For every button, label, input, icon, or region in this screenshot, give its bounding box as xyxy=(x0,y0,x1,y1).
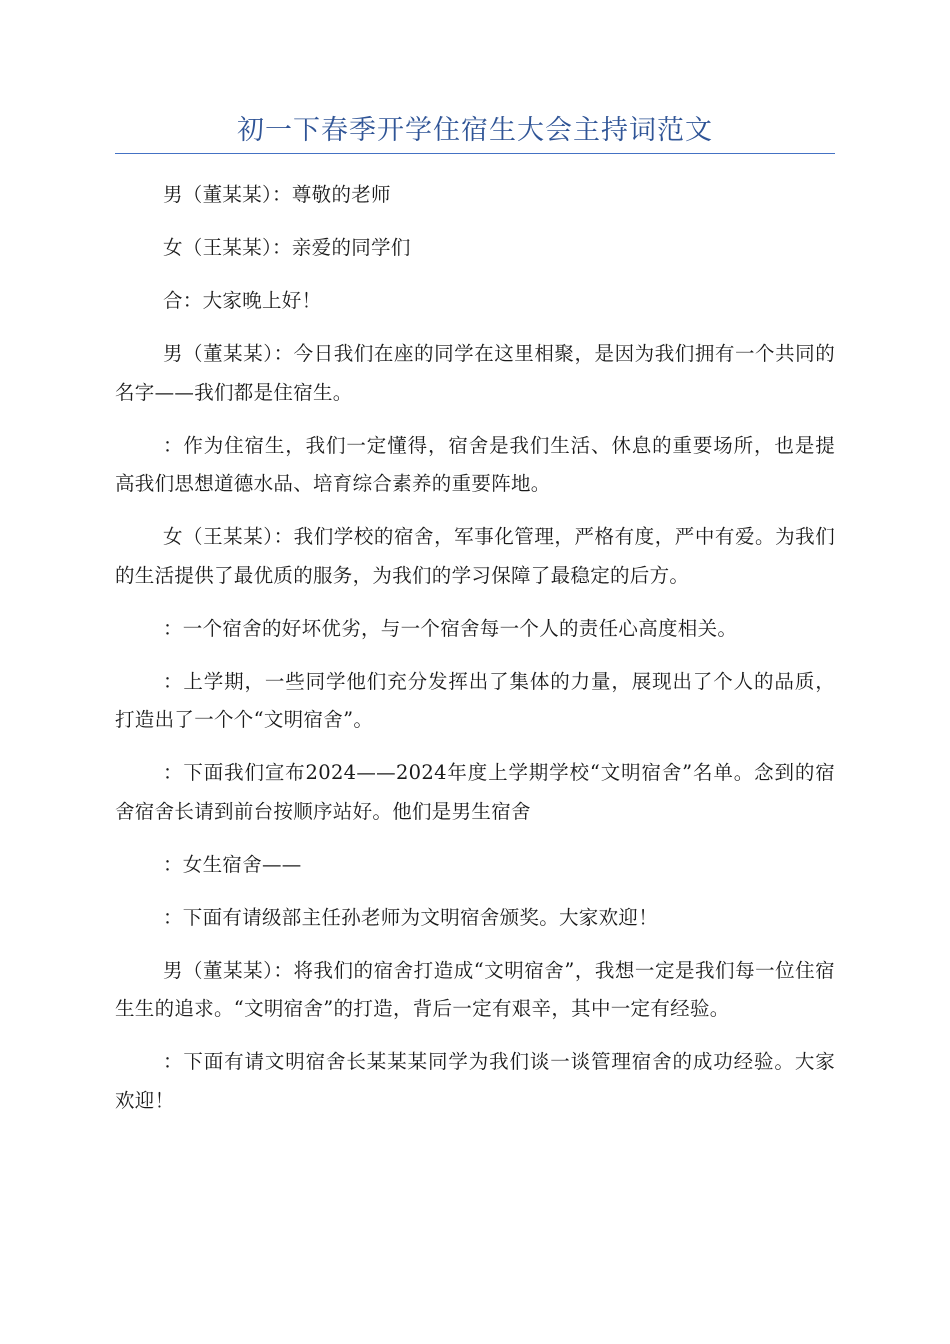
paragraph-4: 男（董某某）：今日我们在座的同学在这里相聚，是因为我们拥有一个共同的名字——我们都是住宿生。 xyxy=(115,342,835,404)
paragraph-6: 女（王某某）：我们学校的宿舍，军事化管理，严格有度，严中有爱。为我们的生活提供了最优质的服务，为我们的学习保障了最稳定的后方。 xyxy=(115,525,835,587)
title-underline xyxy=(115,153,835,154)
paragraph-3: 合：大家晚上好！ xyxy=(163,289,322,312)
paragraph-11: ：下面有请级部主任孙老师为文明宿舍颁奖。大家欢迎！ xyxy=(163,905,659,929)
paragraph-1: 男（董某某）：尊敬的老师 xyxy=(163,183,391,206)
paragraph-2: 女（王某某）：亲爱的同学们 xyxy=(163,236,411,259)
paragraph-13: ：下面有请文明宿舍长某某某同学为我们谈一谈管理宿舍的成功经验。大家欢迎！ xyxy=(115,1050,835,1112)
paragraph-8: ：上学期，一些同学他们充分发挥出了集体的力量，展现出了个人的品质，打造出了一个个“文明宿舍”。 xyxy=(115,669,835,731)
paragraph-5: ：作为住宿生，我们一定懂得，宿舍是我们生活、休息的重要场所，也是提高我们思想道德水品、培育综合素养的重要阵地。 xyxy=(115,433,835,495)
paragraph-10: ：女生宿舍—— xyxy=(163,852,302,876)
paragraph-9: ：下面我们宣布2024——2024年度上学期学校“文明宿舍”名单。念到的宿舍宿舍长请到前台按顺序站好。他们是男生宿舍 xyxy=(115,761,835,823)
paragraph-12: 男（董某某）：将我们的宿舍打造成“文明宿舍”，我想一定是我们每一位住宿生生的追求。“文明宿舍”的打造，背后一定有艰辛，其中一定有经验。 xyxy=(115,958,835,1020)
document-title: 初一下春季开学住宿生大会主持词范文 xyxy=(237,115,713,146)
paragraph-7: ：一个宿舍的好坏优劣，与一个宿舍每一个人的责任心高度相关。 xyxy=(163,616,738,640)
document-body xyxy=(115,176,835,1135)
